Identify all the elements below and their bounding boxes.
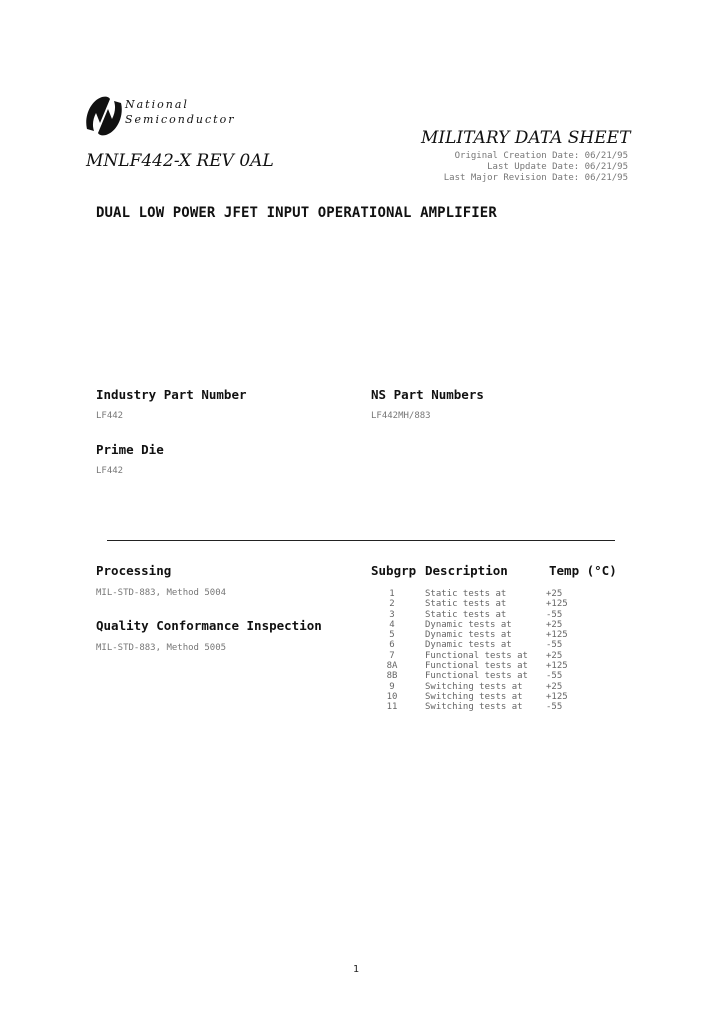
description-cell: Dynamic tests at <box>425 630 512 641</box>
temp-cell: +125 <box>546 661 568 672</box>
ns-part-label: NS Part Numbers <box>371 387 484 402</box>
description-cell: Dynamic tests at <box>425 640 512 651</box>
temp-cell: +25 <box>546 619 563 630</box>
company-name <box>125 97 235 127</box>
section-divider <box>107 540 615 541</box>
temp-header: Temp (°C) <box>549 563 617 578</box>
table-row <box>381 640 586 650</box>
processing-value: MIL-STD-883, Method 5004 <box>96 588 227 598</box>
subgroup-table <box>381 589 586 713</box>
temp-cell: -55 <box>546 702 563 713</box>
temp-cell: +125 <box>546 630 568 641</box>
table-row <box>381 671 586 681</box>
prime-die-value: LF442 <box>96 466 124 476</box>
subgrp-cell: 4 <box>389 619 395 630</box>
qci-value: MIL-STD-883, Method 5005 <box>96 643 227 653</box>
description-cell: Functional tests at <box>425 671 528 682</box>
part-title: MNLF442-X REV 0AL <box>86 151 274 171</box>
ns-part-value: LF442MH/883 <box>371 411 431 421</box>
temp-cell: -55 <box>546 671 563 682</box>
original-creation-date: Original Creation Date: 06/21/95 <box>454 151 628 161</box>
subgrp-cell: 10 <box>386 691 398 702</box>
subgrp-cell: 3 <box>389 609 395 620</box>
table-row <box>381 651 586 661</box>
description-cell: Static tests at <box>425 599 507 610</box>
table-row <box>381 620 586 630</box>
last-major-revision-date: Last Major Revision Date: 06/21/95 <box>443 173 628 183</box>
temp-cell: +125 <box>546 599 568 610</box>
processing-label: Processing <box>96 563 172 578</box>
subgrp-cell: 7 <box>389 650 395 661</box>
table-row <box>381 702 586 712</box>
description-cell: Static tests at <box>425 589 507 599</box>
description-cell: Switching tests at <box>425 702 523 713</box>
table-row <box>381 682 586 692</box>
table-row <box>381 599 586 609</box>
subgrp-cell: 8A <box>386 661 398 672</box>
table-row <box>381 692 586 702</box>
revision-dates <box>444 151 628 184</box>
description-cell: Switching tests at <box>425 691 523 702</box>
subgrp-cell: 1 <box>389 589 395 599</box>
temp-cell: -55 <box>546 640 563 651</box>
description-cell: Functional tests at <box>425 650 528 661</box>
description-cell: Functional tests at <box>425 661 528 672</box>
table-row <box>381 661 586 671</box>
temp-cell: -55 <box>546 609 563 620</box>
subgrp-cell: 9 <box>389 681 395 692</box>
description-cell: Dynamic tests at <box>425 619 512 630</box>
industry-part-label: Industry Part Number <box>96 387 247 402</box>
sheet-title: MILITARY DATA SHEET <box>421 128 631 148</box>
subgrp-cell: 6 <box>389 640 395 651</box>
table-row <box>381 610 586 620</box>
description-cell: Switching tests at <box>425 681 523 692</box>
description-cell: Static tests at <box>425 609 507 620</box>
subgrp-cell: 11 <box>386 702 398 713</box>
qci-label: Quality Conformance Inspection <box>96 618 322 633</box>
subgrp-header: Subgrp <box>371 563 417 578</box>
logo-line-1: National <box>125 98 189 111</box>
logo-line-2: Semiconductor <box>125 113 236 126</box>
last-update-date: Last Update Date: 06/21/95 <box>487 162 628 172</box>
table-row <box>381 589 586 599</box>
national-semiconductor-logo-icon <box>84 93 124 139</box>
subgrp-cell: 2 <box>389 599 395 610</box>
temp-cell: +125 <box>546 691 568 702</box>
industry-part-value: LF442 <box>96 411 124 421</box>
table-row <box>381 630 586 640</box>
temp-cell: +25 <box>546 650 563 661</box>
temp-cell: +25 <box>546 589 563 599</box>
subgrp-cell: 8B <box>386 671 398 682</box>
subgrp-cell: 5 <box>389 630 395 641</box>
page-number: 1 <box>352 964 360 975</box>
description-header: Description <box>425 563 508 578</box>
prime-die-label: Prime Die <box>96 442 164 457</box>
temp-cell: +25 <box>546 681 563 692</box>
device-title: DUAL LOW POWER JFET INPUT OPERATIONAL AMPLIFIER <box>96 205 497 221</box>
